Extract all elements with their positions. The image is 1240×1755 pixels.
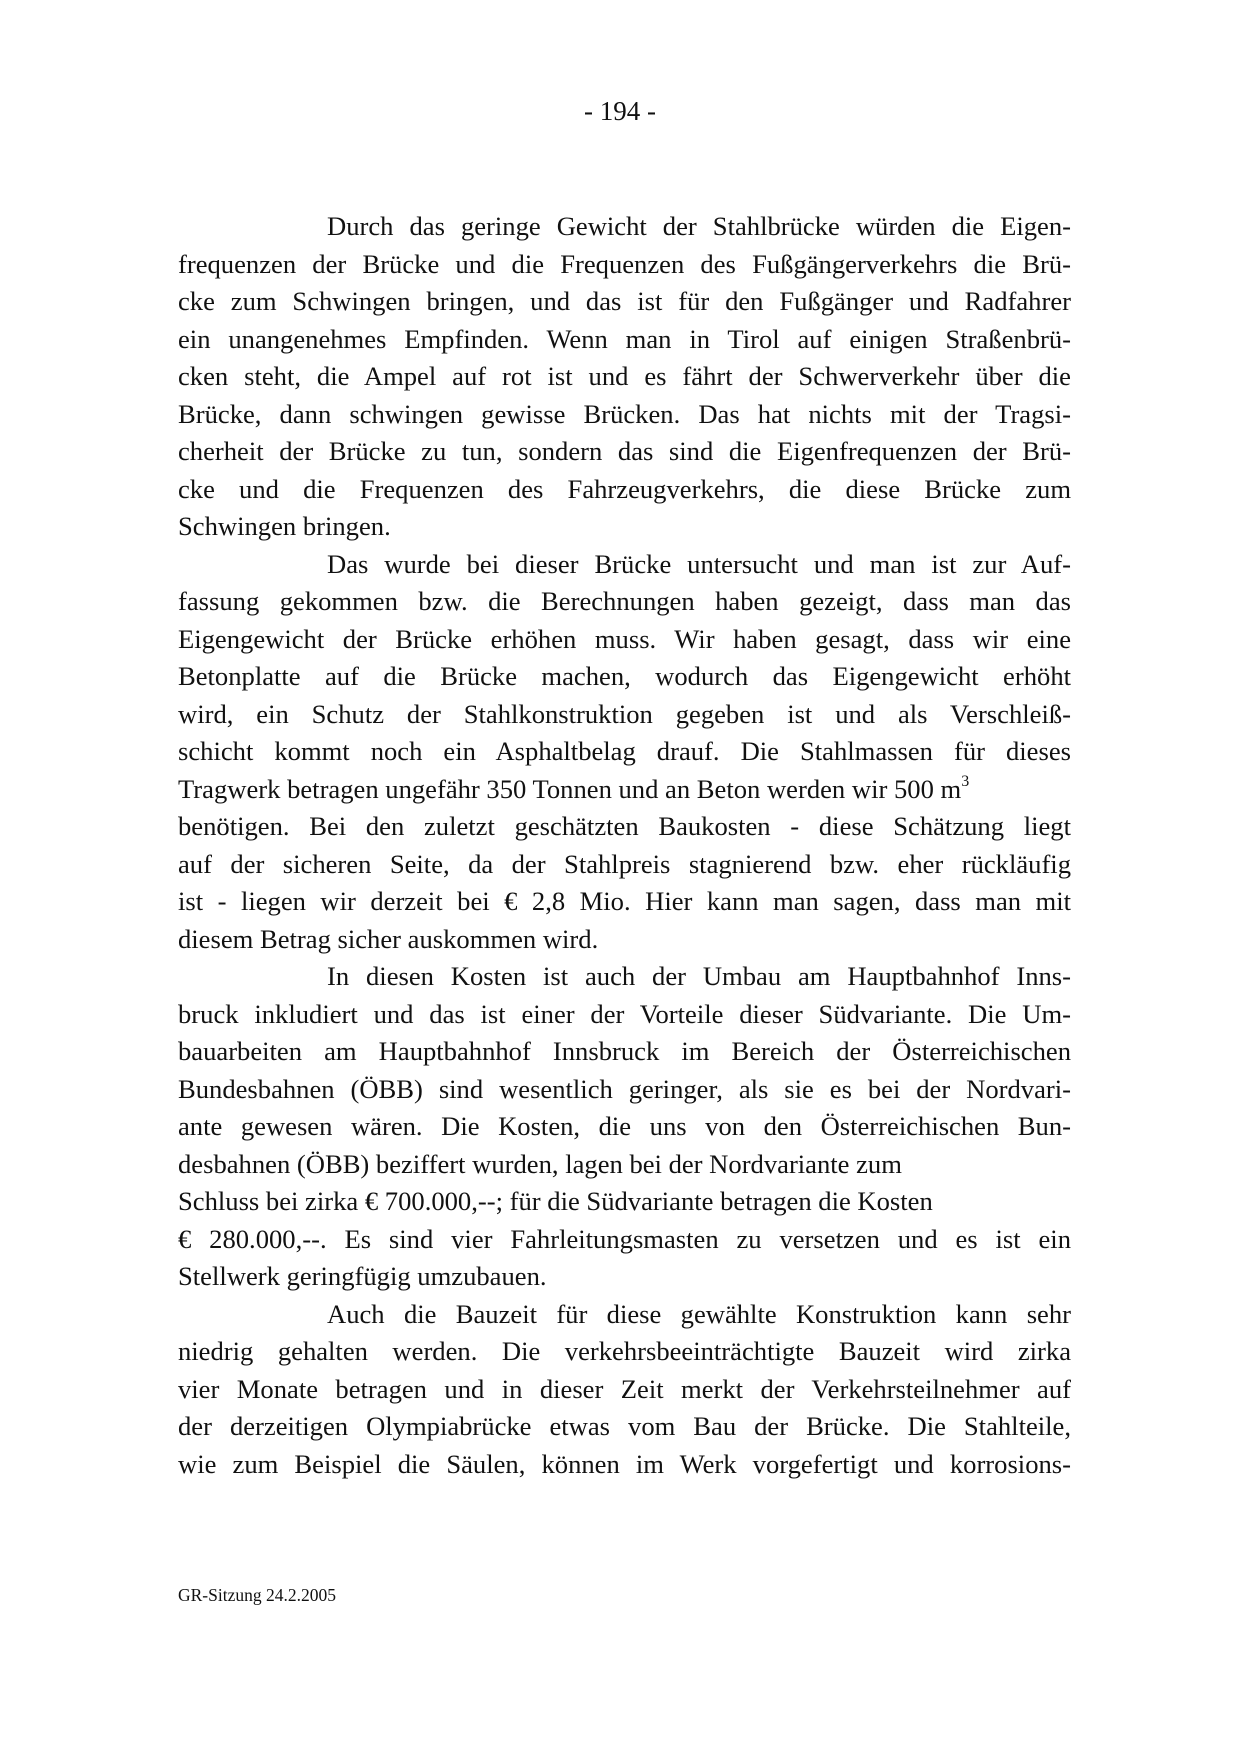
text-line-segment: Tragwerk betragen ungefähr 350 Tonnen und an Beton werden wir 500 m [178,773,962,804]
text-line: cke zum Schwingen bringen, und das ist für den Fußgänger und Radfahrer [178,286,1071,316]
text-line: In diesen Kosten ist auch der Umbau am Hauptbahnhof Inns- [327,961,1071,991]
text-line: wie zum Beispiel die Säulen, können im Werk vorgefertigt und korrosions- [178,1448,1071,1479]
text-line: ist - liegen wir derzeit bei € 2,8 Mio. Hier kann man sagen, dass man mit [178,886,1071,916]
text-line: der derzeitigen Olympiabrücke etwas vom Bau der Brücke. Die Stahlteile, [178,1411,1071,1441]
text-line: cke und die Frequenzen des Fahrzeugverkehrs, die diese Brücke zum [178,473,1071,504]
superscript: 3 [961,772,970,790]
text-line: Brücke, dann schwingen gewisse Brücken. Das hat nichts mit der Tragsi- [178,398,1071,429]
page-footer: GR-Sitzung 24.2.2005 [178,1585,336,1605]
text-line: vier Monate betragen und in dieser Zeit merkt der Verkehrsteilnehmer auf [178,1373,1071,1404]
text-line: Durch das geringe Gewicht der Stahlbrücke würden die Eigen- [327,211,1071,241]
text-line: diesem Betrag sicher auskommen wird. [178,923,599,954]
text-line: niedrig gehalten werden. Die verkehrsbeeinträchtigte Bauzeit wird zirka [178,1336,1071,1366]
text-line: cken steht, die Ampel auf rot ist und es fährt der Schwerverkehr über die [178,361,1071,391]
page-number: - 194 - [584,96,656,126]
body-text [178,208,1071,1483]
paragraph [178,958,1071,1296]
text-line: Stellwerk geringfügig umzubauen. [178,1261,547,1291]
text-line: ante gewesen wären. Die Kosten, die uns von den Österreichischen Bun- [178,1111,1071,1141]
text-line: Schluss bei zirka € 700.000,--; für die Südvariante betragen die Kosten [178,1186,933,1216]
text-line-with-superscript [178,771,1071,809]
text-line: auf der sicheren Seite, da der Stahlpreis stagnierend bzw. eher rückläufig [178,848,1071,879]
text-line: ein unangenehmes Empfinden. Wenn man in Tirol auf einigen Straßenbrü- [178,323,1071,354]
paragraph [178,208,1071,546]
text-line: Eigengewicht der Brücke erhöhen muss. Wir haben gesagt, dass wir eine [178,623,1071,654]
text-line: wird, ein Schutz der Stahlkonstruktion gegeben ist und als Verschleiß- [178,698,1071,729]
text-line: Betonplatte auf die Brücke machen, wodurch das Eigengewicht erhöht [178,661,1071,691]
paragraph [178,1296,1071,1484]
text-line: Auch die Bauzeit für diese gewählte Konstruktion kann sehr [327,1298,1071,1329]
text-line: schicht kommt noch ein Asphaltbelag drauf. Die Stahlmassen für dieses [178,736,1071,766]
text-line: benötigen. Bei den zuletzt geschätzten Baukosten - diese Schätzung liegt [178,811,1071,841]
text-line: Das wurde bei dieser Brücke untersucht und man ist zur Auf- [327,548,1071,579]
text-line: bauarbeiten am Hauptbahnhof Innsbruck im Bereich der Österreichischen [178,1036,1071,1066]
text-line: € 280.000,--. Es sind vier Fahrleitungsmasten zu versetzen und es ist ein [178,1223,1071,1254]
text-line: bruck inkludiert und das ist einer der Vorteile dieser Südvariante. Die Um- [178,998,1071,1029]
text-line: frequenzen der Brücke und die Frequenzen des Fußgängerverkehrs die Brü- [178,248,1071,279]
text-line: desbahnen (ÖBB) beziffert wurden, lagen bei der Nordvariante zum [178,1148,902,1179]
text-line: Schwingen bringen. [178,511,391,541]
text-line: Bundesbahnen (ÖBB) sind wesentlich geringer, als sie es bei der Nordvari- [178,1073,1071,1104]
text-line: cherheit der Brücke zu tun, sondern das sind die Eigenfrequenzen der Brü- [178,436,1071,466]
text-line: fassung gekommen bzw. die Berechnungen haben gezeigt, dass man das [178,586,1071,616]
paragraph [178,546,1071,959]
